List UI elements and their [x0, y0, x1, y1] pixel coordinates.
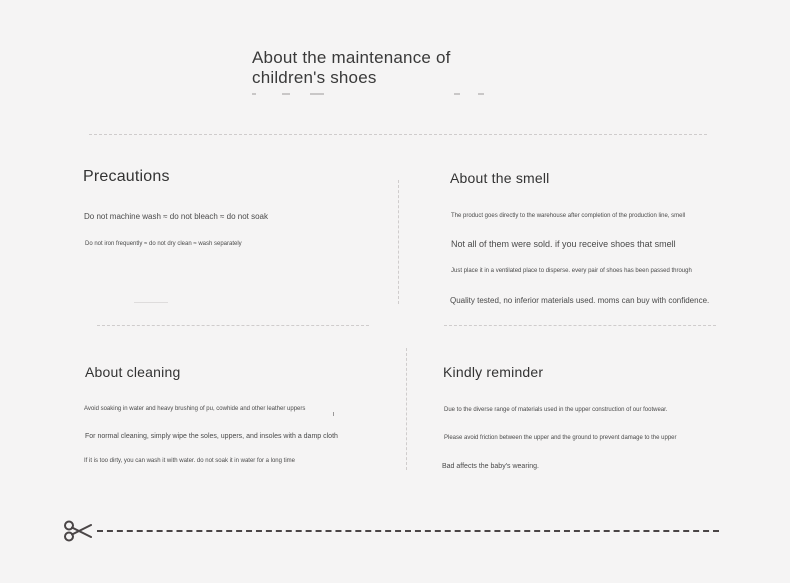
top-divider [89, 134, 707, 135]
reminder-line-1: Due to the diverse range of materials used in the upper construction of our footwear. [444, 407, 668, 413]
smell-line-4: Quality tested, no inferior materials used. moms can buy with confidence. [450, 296, 710, 305]
title-cropped-text-remnant [252, 92, 492, 96]
page-title-line-2: children's shoes [252, 68, 377, 87]
cleaning-tick-mark [333, 412, 334, 416]
scissors-icon [62, 519, 92, 543]
reminder-line-2: Please avoid friction between the upper and the ground to prevent damage to the upper [444, 435, 677, 441]
precautions-line-2: Do not iron frequently ≈ do not dry clean ≈ wash separately [85, 241, 242, 247]
precautions-line-1: Do not machine wash ≈ do not bleach ≈ do not soak [84, 212, 269, 221]
smell-line-3: Just place it in a ventilated place to disperse. every pair of shoes has been passed through [451, 268, 692, 274]
precautions-heading: Precautions [83, 168, 170, 185]
smell-heading: About the smell [450, 170, 550, 186]
cut-line [97, 530, 719, 532]
middle-divider-right [444, 325, 716, 326]
middle-divider-left [97, 325, 369, 326]
cleaning-heading: About cleaning [85, 364, 181, 380]
page-title-line-1: About the maintenance of [252, 48, 451, 67]
smell-line-2: Not all of them were sold. if you receive shoes that smell [451, 239, 676, 249]
cleaning-line-1: Avoid soaking in water and heavy brushing of pu, cowhide and other leather uppers [84, 406, 306, 412]
page-title [252, 48, 512, 88]
smell-line-1: The product goes directly to the warehouse after completion of the production line, smell [451, 213, 686, 219]
top-vertical-divider [398, 180, 399, 304]
bottom-vertical-divider [406, 348, 407, 470]
cleaning-line-2: For normal cleaning, simply wipe the soles, uppers, and insoles with a damp cloth [85, 433, 338, 440]
cleaning-line-3: If it is too dirty, you can wash it with water. do not soak it in water for a long time [84, 458, 295, 464]
precautions-faint-mark [134, 302, 168, 303]
reminder-line-3: Bad affects the baby's wearing. [442, 463, 539, 470]
reminder-heading: Kindly reminder [443, 364, 544, 380]
